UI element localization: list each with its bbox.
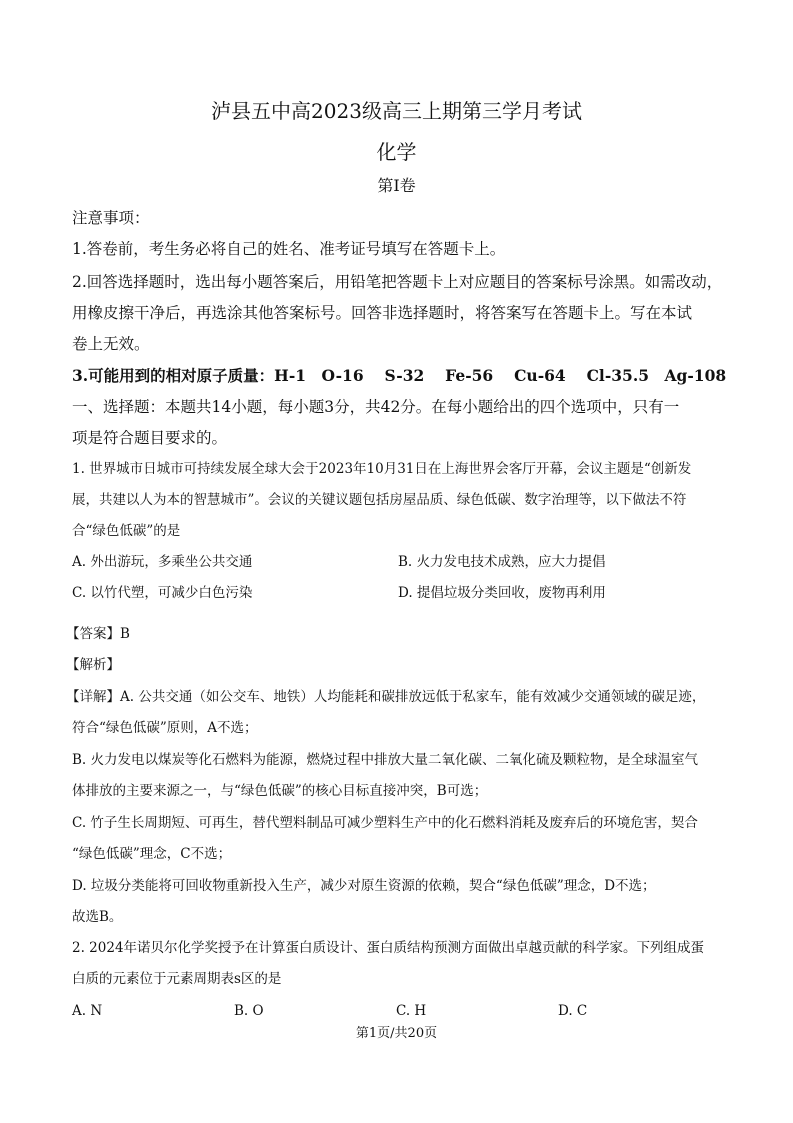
q2-option-b: B. O (234, 1003, 264, 1019)
q1-option-c: C. 以竹代塑，可减少白色污染 (72, 585, 253, 601)
notice-heading: 注意事项： (72, 209, 150, 227)
volume-label: 第I卷 (377, 176, 416, 195)
notice-item: 卷上无效。 (72, 335, 150, 353)
q1-detail-line: 符合“绿色低碳”原则，A不选； (72, 720, 258, 736)
q1-option-a: A. 外出游玩，多乘坐公共交通 (72, 554, 253, 570)
subject-title: 化学 (376, 140, 417, 164)
q1-analysis-label: 【解析】 (66, 657, 120, 673)
notice-item: 2.回答选择题时，选出每小题答案后，用铅笔把答题卡上对应题目的答案标号涂黑。如需改动， (72, 273, 723, 291)
q1-detail-line: B. 火力发电以煤炭等化石燃料为能源，燃烧过程中排放大量二氧化碳、二氧化硫及颗粒物，是全球温室气 (72, 752, 699, 768)
q2-stem-line: 白质的元素位于元素周期表s区的是 (72, 971, 282, 987)
section-heading: 一、选择题：本题共14小题，每小题3分，共42分。在每小题给出的四个选项中，只有一 (72, 398, 680, 416)
q1-detail-line: 故选B。 (72, 909, 123, 925)
q2-option-c: C. H (396, 1003, 427, 1019)
q1-stem-line: 1. 世界城市日城市可持续发展全球大会于2023年10月31日在上海世界会客厅开幕，会议主题是“创新发 (72, 461, 692, 477)
q1-stem-line: 合“绿色低碳”的是 (72, 523, 181, 539)
q1-detail-line: C. 竹子生长周期短、可再生，替代塑料制品可减少塑料生产中的化石燃料消耗及废弃后的环境危害，契合 (72, 815, 698, 831)
q1-detail-line: “绿色低碳”理念，C不选； (72, 846, 232, 862)
section-heading-cont: 项是符合题目要求的。 (72, 429, 228, 447)
notice-item: 1.答卷前，考生务必将自己的姓名、准考证号填写在答题卡上。 (72, 240, 506, 258)
q1-detail-line: 体排放的主要来源之一，与“绿色低碳”的核心目标直接冲突，B可选； (72, 783, 488, 799)
q1-option-b: B. 火力发电技术成熟，应大力提倡 (398, 554, 606, 570)
q1-detail-line: 【详解】A. 公共交通（如公交车、地铁）人均能耗和碳排放远低于私家车，能有效减少交通领域的碳足迹， (66, 689, 706, 705)
notice-item: 用橡皮擦干净后，再选涂其他答案标号。回答非选择题时，将答案写在答题卡上。写在本试 (72, 304, 693, 322)
q1-detail-line: D. 垃圾分类能将可回收物重新投入生产，减少对原生资源的依赖，契合“绿色低碳”理念，D不选； (72, 878, 656, 894)
atomic-mass-line: 3.可能用到的相对原子质量：H-1 O-16 S-32 Fe-56 Cu-64 Cl-35.5 Ag-108 (72, 366, 727, 385)
exam-title: 泸县五中高2023级高三上期第三学月考试 (211, 99, 582, 123)
q2-stem-line: 2. 2024年诺贝尔化学奖授予在计算蛋白质设计、蛋白质结构预测方面做出卓越贡献的科学家。下列组成蛋 (72, 940, 705, 956)
q2-option-a: A. N (72, 1003, 103, 1019)
q1-stem-line: 展，共建以人为本的智慧城市”。会议的关键议题包括房屋品质、绿色低碳、数字治理等，以下做法不符 (72, 492, 687, 508)
page-number: 第1页/共20页 (355, 1026, 438, 1041)
q2-option-d: D. C (558, 1003, 588, 1019)
q1-answer: 【答案】B (66, 626, 130, 642)
q1-option-d: D. 提倡垃圾分类回收，废物再利用 (398, 585, 606, 601)
